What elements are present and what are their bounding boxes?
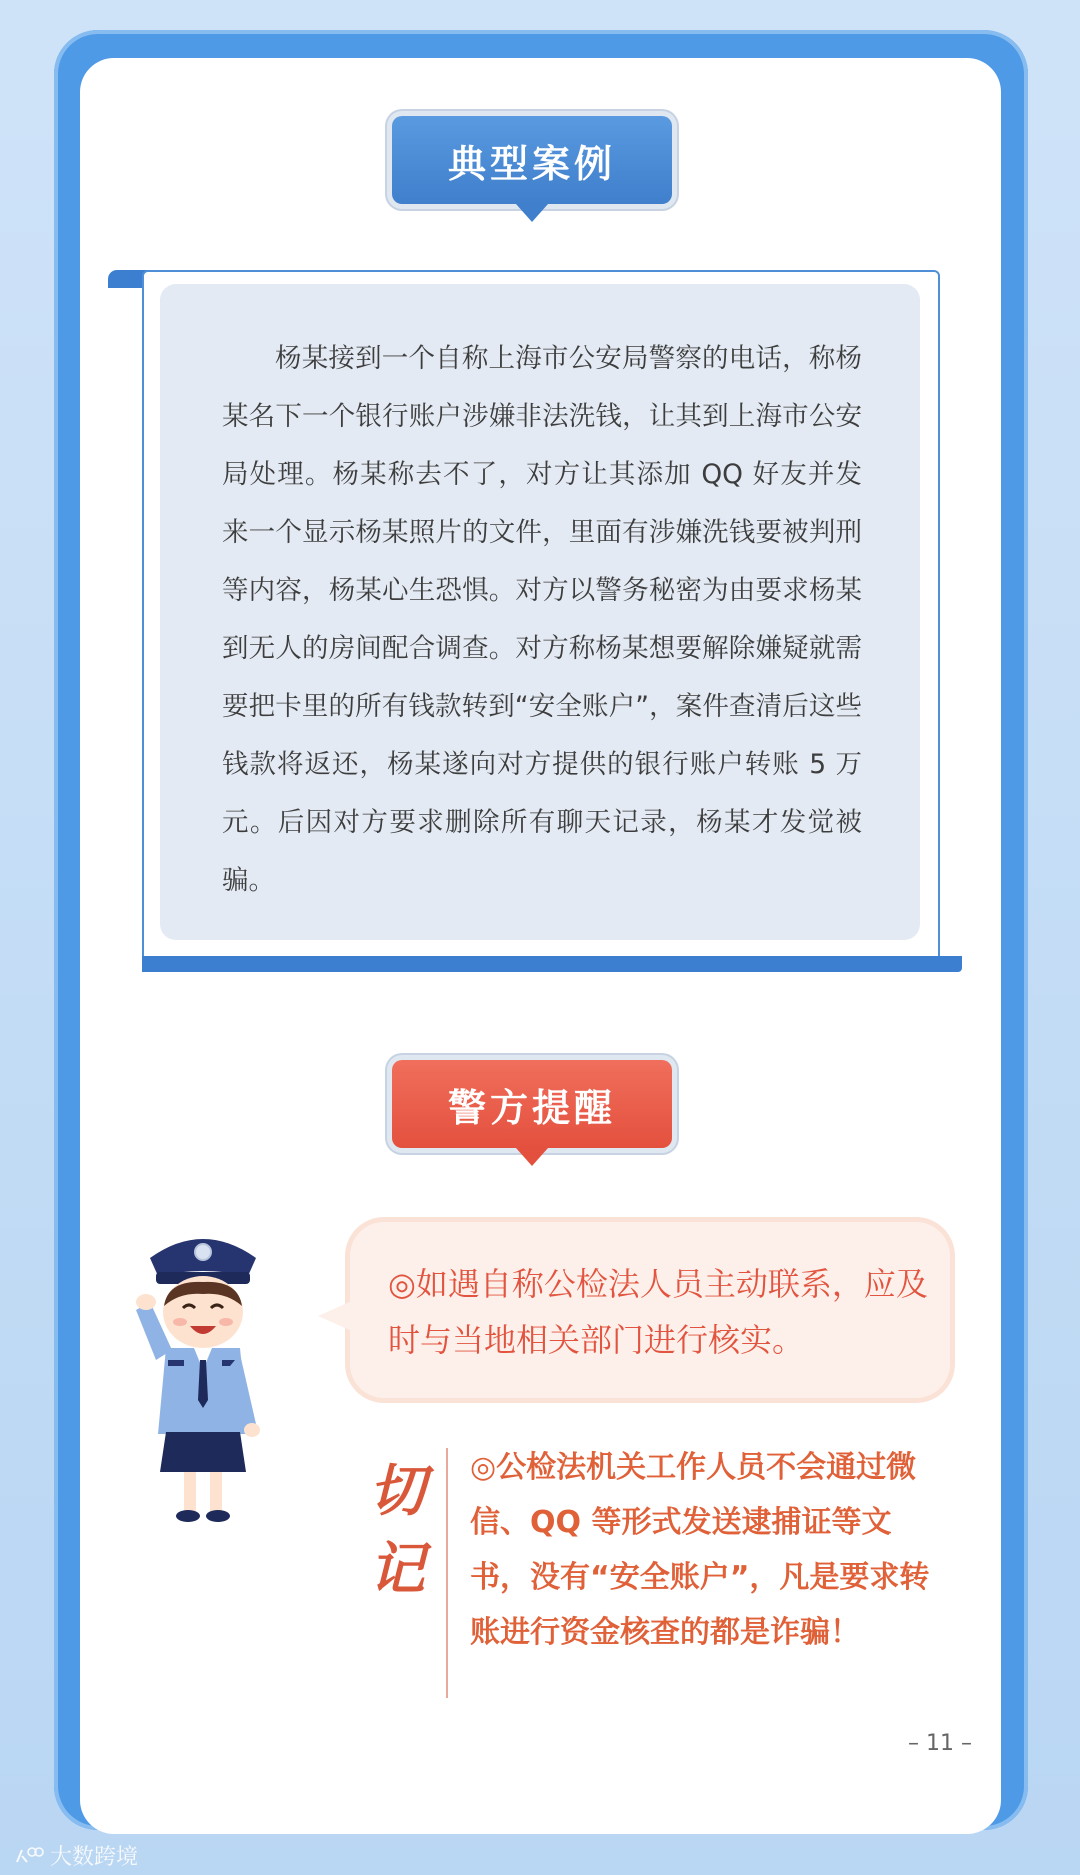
case-section-title: 典型案例 bbox=[392, 116, 672, 204]
reminder-bubble-tail bbox=[318, 1300, 354, 1332]
police-officer-illustration bbox=[128, 1210, 278, 1530]
warning-section-title: 警方提醒 bbox=[392, 1060, 672, 1148]
remember-text: ◎公检法机关工作人员不会通过微信、QQ 等形式发送逮捕证等文书，没有“安全账户”，凡是要求转账进行资金核查的都是诈骗！ bbox=[470, 1450, 930, 1650]
page-number: – 11 – bbox=[908, 1731, 972, 1756]
remember-label: 切记 bbox=[369, 1458, 425, 1602]
case-box-bottom-bar bbox=[142, 956, 962, 972]
case-description: 杨某接到一个自称上海市公安局警察的电话，称杨某名下一个银行账户涉嫌非法洗钱，让其到上海市公安局处理。杨某称去不了，对方让其添加 QQ 好友并发来一个显示杨某照片的文件，里面有涉嫌洗钱要被判刑等内容，杨某心生恐惧。对方以警务秘密为由要求杨某到无人的房间配合调查。对方称杨某想要解除嫌疑就需要把卡里的所有钱款转到“安全账户”，案件查清后这些钱款将返还，杨某遂向对方提供的银行账户转账 5 万元。后因对方要求删除所有聊天记录，杨某才发觉被骗。 bbox=[222, 343, 862, 896]
remember-divider bbox=[446, 1448, 448, 1698]
reminder-bubble-text: ◎如遇自称公检法人员主动联系，应及时与当地相关部门进行核实。 bbox=[388, 1265, 928, 1359]
watermark-text: 大数跨境 bbox=[50, 1845, 139, 1870]
watermark bbox=[14, 1840, 138, 1871]
watermark-logo-icon bbox=[14, 1846, 44, 1866]
